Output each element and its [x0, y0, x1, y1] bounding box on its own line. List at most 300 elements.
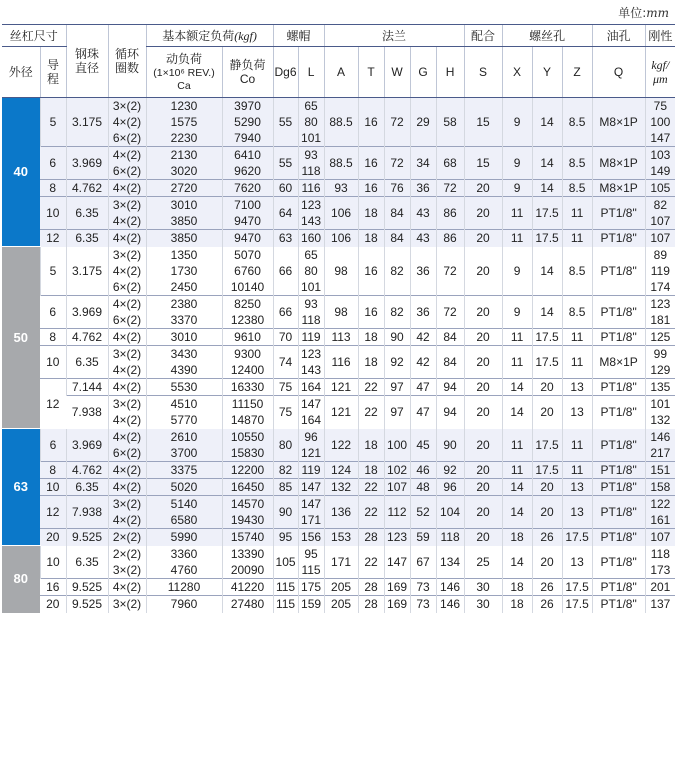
- header-screw-size: 丝杠尺寸: [2, 25, 66, 47]
- Z-cell: 13: [562, 396, 592, 429]
- W-cell: 97: [384, 396, 410, 429]
- rigidity-cell: [645, 247, 675, 296]
- static-load-cell-line: 3970: [234, 99, 261, 113]
- ball-dia-cell: 3.175: [66, 247, 108, 296]
- circuits-cell: [108, 230, 146, 247]
- ball-dia-cell: 3.969: [66, 429, 108, 462]
- header-circuits: 循环 圈数: [108, 25, 146, 98]
- H-cell: 68: [436, 147, 464, 180]
- lead-cell: 16: [40, 579, 66, 596]
- S-cell: 20: [464, 230, 502, 247]
- circuits-cell: [108, 247, 146, 296]
- G-cell: 36: [410, 180, 436, 197]
- dg6-cell: 85: [273, 479, 298, 496]
- lead-cell: 12: [40, 230, 66, 247]
- dynamic-load-cell-line: 6580: [170, 513, 198, 527]
- ball-dia-cell: 4.762: [66, 180, 108, 197]
- A-cell: 121: [324, 396, 358, 429]
- G-cell: 29: [410, 98, 436, 147]
- header-lead: 导 程: [40, 47, 66, 98]
- dynamic-load-cell: [146, 379, 222, 396]
- L-cell-line: 164: [301, 413, 322, 428]
- dynamic-load-cell-line: 1350: [170, 247, 198, 262]
- lead-cell: 5: [40, 247, 66, 296]
- rigidity-cell: [645, 98, 675, 147]
- A-cell: 205: [324, 596, 358, 613]
- circuits-cell-line: 6×(2): [112, 279, 142, 294]
- S-cell: 20: [464, 180, 502, 197]
- Y-cell: 17.5: [532, 197, 562, 230]
- A-cell: 153: [324, 529, 358, 546]
- rigidity-cell-line: 119: [650, 263, 670, 278]
- G-cell: 43: [410, 197, 436, 230]
- T-cell: 18: [358, 329, 384, 346]
- A-cell: 132: [324, 479, 358, 496]
- rigidity-cell-line: 217: [650, 445, 671, 460]
- dynamic-load-cell: [146, 596, 222, 613]
- L-cell: [298, 230, 324, 247]
- static-load-cell-line: 20090: [230, 562, 265, 577]
- S-cell: 20: [464, 379, 502, 396]
- G-cell: 52: [410, 496, 436, 529]
- circuits-cell-line: 4×(2): [112, 429, 142, 444]
- lead-cell: 6: [40, 147, 66, 180]
- L-cell-line: 119: [301, 463, 321, 477]
- dynamic-load-cell-line: 5530: [170, 380, 198, 394]
- L-cell-line: 118: [301, 164, 321, 178]
- L-cell-line: 160: [301, 231, 322, 246]
- G-cell: 43: [410, 230, 436, 247]
- lead-cell: 10: [40, 546, 66, 579]
- circuits-cell-line: 3×(2): [112, 99, 142, 113]
- Y-cell: 20: [532, 546, 562, 579]
- dynamic-load-cell-line: 4510: [170, 397, 198, 412]
- X-cell: 9: [502, 296, 532, 329]
- circuits-cell-line: 4×(2): [112, 231, 142, 246]
- L-cell: [298, 379, 324, 396]
- circuits-cell-line: 4×(2): [112, 214, 142, 228]
- rigidity-cell-line: 100: [650, 115, 671, 129]
- A-cell: 136: [324, 496, 358, 529]
- X-cell: 14: [502, 546, 532, 579]
- X-cell: 11: [502, 230, 532, 247]
- dg6-cell: 75: [273, 379, 298, 396]
- Q-cell: PT1/8": [592, 247, 645, 296]
- dg6-cell: 90: [273, 496, 298, 529]
- table-row: [2, 346, 675, 379]
- dg6-cell: 105: [273, 546, 298, 579]
- T-cell: 22: [358, 546, 384, 579]
- static-load-cell-line: 5290: [234, 115, 261, 129]
- header-static-load: 静负荷 Co: [222, 47, 273, 98]
- header-dg6: Dg6: [273, 47, 298, 98]
- rigidity-cell-line: 123: [650, 297, 671, 311]
- Z-cell: 13: [562, 479, 592, 496]
- H-cell: 72: [436, 247, 464, 296]
- dynamic-load-cell-line: 5020: [170, 480, 198, 494]
- rigidity-cell-line: 125: [650, 330, 671, 344]
- Y-cell: 17.5: [532, 462, 562, 479]
- dynamic-load-cell: [146, 496, 222, 529]
- circuits-cell-line: 2×(2): [112, 530, 142, 545]
- ball-dia-cell: 9.525: [66, 579, 108, 596]
- ball-dia-cell: 4.762: [66, 329, 108, 346]
- L-cell-line: 65: [304, 247, 318, 262]
- L-cell-line: 96: [304, 429, 318, 444]
- W-cell: 147: [384, 546, 410, 579]
- Z-cell: 8.5: [562, 296, 592, 329]
- A-cell: 121: [324, 379, 358, 396]
- circuits-cell: [108, 529, 146, 546]
- Z-cell: 11: [562, 230, 592, 247]
- static-load-cell-line: 19430: [230, 513, 265, 527]
- Q-cell: PT1/8": [592, 579, 645, 596]
- ball-dia-cell: 3.175: [66, 98, 108, 147]
- static-load-cell-line: 12400: [230, 363, 265, 377]
- header-A: A: [324, 47, 358, 98]
- dynamic-load-cell-line: 1230: [170, 99, 198, 113]
- H-cell: 84: [436, 346, 464, 379]
- header-ball-dia: 钢珠 直径: [66, 25, 108, 98]
- rigidity-cell-line: 75: [653, 99, 668, 113]
- Z-cell: 11: [562, 197, 592, 230]
- table-row: [2, 596, 675, 613]
- Z-cell: 13: [562, 496, 592, 529]
- W-cell: 100: [384, 429, 410, 462]
- L-cell-line: 80: [304, 263, 318, 278]
- Z-cell: 11: [562, 462, 592, 479]
- circuits-cell-line: 3×(2): [112, 497, 142, 511]
- T-cell: 18: [358, 230, 384, 247]
- header-oil-hole: 油孔: [592, 25, 645, 47]
- circuits-cell: [108, 579, 146, 596]
- Y-cell: 20: [532, 479, 562, 496]
- L-cell: [298, 479, 324, 496]
- Z-cell: 11: [562, 429, 592, 462]
- table-row: [2, 396, 675, 429]
- W-cell: 112: [384, 496, 410, 529]
- header-T: T: [358, 47, 384, 98]
- rigidity-cell-line: 146: [650, 429, 671, 444]
- circuits-cell-line: 3×(2): [112, 347, 142, 361]
- L-cell-line: 93: [304, 148, 318, 162]
- W-cell: 90: [384, 329, 410, 346]
- table-row: [2, 379, 675, 396]
- dynamic-load-cell-line: 2230: [170, 131, 198, 145]
- dynamic-load-cell: [146, 462, 222, 479]
- dynamic-load-cell: [146, 396, 222, 429]
- static-load-cell-line: 9470: [234, 231, 261, 246]
- Z-cell: 8.5: [562, 247, 592, 296]
- lead-cell: 6: [40, 429, 66, 462]
- header-Q: Q: [592, 47, 645, 98]
- circuits-cell-line: 6×(2): [112, 313, 142, 327]
- lead-cell: 20: [40, 529, 66, 546]
- static-load-cell: [222, 346, 273, 379]
- S-cell: 25: [464, 546, 502, 579]
- circuits-cell-line: 4×(2): [112, 363, 142, 377]
- lead-cell: 10: [40, 346, 66, 379]
- rigidity-cell-line: 122: [650, 497, 671, 511]
- static-load-cell-line: 8250: [234, 297, 261, 311]
- Y-cell: 26: [532, 596, 562, 613]
- L-cell-line: 101: [301, 279, 322, 294]
- A-cell: 98: [324, 296, 358, 329]
- L-cell-line: 147: [301, 497, 322, 511]
- circuits-cell-line: 2×(2): [112, 546, 142, 561]
- Y-cell: 14: [532, 247, 562, 296]
- Q-cell: PT1/8": [592, 496, 645, 529]
- S-cell: 30: [464, 579, 502, 596]
- rigidity-cell-line: 151: [650, 463, 671, 477]
- dynamic-load-cell-line: 3850: [170, 231, 198, 246]
- Z-cell: 17.5: [562, 579, 592, 596]
- circuits-cell-line: 4×(2): [112, 580, 142, 594]
- Q-cell: M8×1P: [592, 147, 645, 180]
- header-outer-dia: 外径: [2, 47, 40, 98]
- T-cell: 18: [358, 429, 384, 462]
- X-cell: 18: [502, 529, 532, 546]
- Z-cell: 13: [562, 546, 592, 579]
- dynamic-load-cell: [146, 346, 222, 379]
- header-W: W: [384, 47, 410, 98]
- W-cell: 123: [384, 529, 410, 546]
- circuits-cell: [108, 329, 146, 346]
- dg6-cell: 66: [273, 296, 298, 329]
- rigidity-cell-line: 137: [650, 597, 671, 612]
- G-cell: 67: [410, 546, 436, 579]
- ball-dia-cell: 9.525: [66, 596, 108, 613]
- L-cell: [298, 180, 324, 197]
- rigidity-cell-line: 173: [650, 562, 671, 577]
- static-load-cell: [222, 596, 273, 613]
- Y-cell: 14: [532, 98, 562, 147]
- circuits-cell-line: 3×(2): [112, 597, 142, 612]
- circuits-cell: [108, 98, 146, 147]
- S-cell: 20: [464, 247, 502, 296]
- static-load-cell: [222, 462, 273, 479]
- dynamic-load-cell-line: 3850: [170, 214, 198, 228]
- dynamic-load-cell: [146, 429, 222, 462]
- static-load-cell: [222, 329, 273, 346]
- Q-cell: PT1/8": [592, 479, 645, 496]
- header-G: G: [410, 47, 436, 98]
- T-cell: 18: [358, 346, 384, 379]
- static-load-cell: [222, 379, 273, 396]
- X-cell: 11: [502, 197, 532, 230]
- ball-dia-cell: 6.35: [66, 546, 108, 579]
- S-cell: 20: [464, 529, 502, 546]
- ball-dia-cell: 7.938: [66, 396, 108, 429]
- header-dynamic-load: 动负荷 (1×10⁶ REV.) Ca: [146, 47, 222, 98]
- X-cell: 14: [502, 496, 532, 529]
- dynamic-load-cell-line: 4760: [170, 562, 198, 577]
- W-cell: 92: [384, 346, 410, 379]
- T-cell: 28: [358, 579, 384, 596]
- T-cell: 18: [358, 197, 384, 230]
- L-cell-line: 121: [301, 445, 322, 460]
- Q-cell: PT1/8": [592, 396, 645, 429]
- Q-cell: PT1/8": [592, 529, 645, 546]
- rigidity-cell-line: 107: [650, 214, 671, 228]
- circuits-cell-line: 6×(2): [112, 445, 142, 460]
- static-load-cell: [222, 546, 273, 579]
- dynamic-load-cell: [146, 147, 222, 180]
- A-cell: 93: [324, 180, 358, 197]
- S-cell: 20: [464, 496, 502, 529]
- lead-cell: 8: [40, 462, 66, 479]
- ball-dia-cell: 9.525: [66, 529, 108, 546]
- dynamic-load-cell: [146, 197, 222, 230]
- Y-cell: 17.5: [532, 346, 562, 379]
- X-cell: 18: [502, 596, 532, 613]
- L-cell: [298, 296, 324, 329]
- rigidity-cell-line: 99: [653, 347, 668, 361]
- S-cell: 20: [464, 197, 502, 230]
- circuits-cell-line: 6×(2): [112, 131, 142, 145]
- static-load-cell: [222, 197, 273, 230]
- X-cell: 11: [502, 329, 532, 346]
- A-cell: 116: [324, 346, 358, 379]
- L-cell: [298, 496, 324, 529]
- header-fit: 配合: [464, 25, 502, 47]
- static-load-cell: [222, 147, 273, 180]
- W-cell: 72: [384, 147, 410, 180]
- circuits-cell-line: 4×(2): [112, 115, 142, 129]
- Q-cell: PT1/8": [592, 329, 645, 346]
- static-load-cell-line: 14570: [230, 497, 265, 511]
- rigidity-cell-line: 107: [650, 530, 671, 545]
- dynamic-load-cell: [146, 479, 222, 496]
- A-cell: 88.5: [324, 98, 358, 147]
- lead-cell: 10: [40, 197, 66, 230]
- circuits-cell-line: 4×(2): [112, 330, 142, 344]
- lead-cell: 10: [40, 479, 66, 496]
- table-row: [2, 462, 675, 479]
- table-row: [2, 329, 675, 346]
- T-cell: 16: [358, 247, 384, 296]
- S-cell: 20: [464, 462, 502, 479]
- T-cell: 22: [358, 396, 384, 429]
- L-cell-line: 116: [301, 181, 321, 195]
- header-H: H: [436, 47, 464, 98]
- A-cell: 106: [324, 230, 358, 247]
- W-cell: 82: [384, 296, 410, 329]
- H-cell: 118: [436, 529, 464, 546]
- static-load-cell-line: 16450: [230, 480, 265, 494]
- circuits-cell-line: 3×(2): [112, 247, 142, 262]
- rigidity-cell-line: 181: [650, 313, 671, 327]
- static-load-cell-line: 41220: [230, 580, 265, 594]
- L-cell: [298, 147, 324, 180]
- dynamic-load-cell: [146, 579, 222, 596]
- rigidity-cell-line: 82: [653, 198, 668, 212]
- circuits-cell-line: 4×(2): [112, 148, 142, 162]
- dynamic-load-cell-line: 3010: [170, 198, 198, 212]
- static-load-cell: [222, 98, 273, 147]
- H-cell: 146: [436, 596, 464, 613]
- rigidity-cell-line: 105: [650, 181, 671, 195]
- circuits-cell: [108, 462, 146, 479]
- dg6-cell: 74: [273, 346, 298, 379]
- rigidity-cell: [645, 180, 675, 197]
- A-cell: 106: [324, 197, 358, 230]
- W-cell: 102: [384, 462, 410, 479]
- T-cell: 22: [358, 379, 384, 396]
- Z-cell: 8.5: [562, 98, 592, 147]
- W-cell: 169: [384, 579, 410, 596]
- Y-cell: 26: [532, 529, 562, 546]
- rigidity-cell-line: 149: [650, 164, 671, 178]
- ball-dia-cell: 7.144: [66, 379, 108, 396]
- X-cell: 9: [502, 180, 532, 197]
- S-cell: 20: [464, 346, 502, 379]
- Y-cell: 17.5: [532, 230, 562, 247]
- G-cell: 45: [410, 429, 436, 462]
- rigidity-cell-line: 132: [650, 413, 671, 428]
- L-cell: [298, 396, 324, 429]
- unit-value: mm: [646, 6, 669, 20]
- rigidity-cell: [645, 197, 675, 230]
- S-cell: 15: [464, 147, 502, 180]
- dg6-cell: 63: [273, 230, 298, 247]
- L-cell: [298, 197, 324, 230]
- X-cell: 11: [502, 429, 532, 462]
- lead-cell: 8: [40, 329, 66, 346]
- circuits-cell-line: 4×(2): [112, 181, 142, 195]
- L-cell: [298, 579, 324, 596]
- T-cell: 28: [358, 529, 384, 546]
- X-cell: 14: [502, 379, 532, 396]
- T-cell: 16: [358, 296, 384, 329]
- dynamic-load-cell-line: 2720: [170, 181, 198, 195]
- header-Y: Y: [532, 47, 562, 98]
- G-cell: 36: [410, 296, 436, 329]
- static-load-cell: [222, 479, 273, 496]
- Q-cell: PT1/8": [592, 429, 645, 462]
- circuits-cell-line: 4×(2): [112, 480, 142, 494]
- rigidity-cell-line: 118: [650, 546, 670, 561]
- L-cell-line: 95: [304, 546, 318, 561]
- circuits-cell: [108, 197, 146, 230]
- unit-label: [618, 4, 669, 21]
- S-cell: 20: [464, 296, 502, 329]
- X-cell: 14: [502, 479, 532, 496]
- Y-cell: 17.5: [532, 429, 562, 462]
- static-load-cell: [222, 496, 273, 529]
- Q-cell: PT1/8": [592, 596, 645, 613]
- H-cell: 72: [436, 296, 464, 329]
- rigidity-cell-line: 201: [650, 580, 671, 594]
- static-load-cell-line: 10550: [230, 429, 265, 444]
- static-load-cell: [222, 529, 273, 546]
- T-cell: 16: [358, 98, 384, 147]
- L-cell-line: 65: [304, 99, 318, 113]
- static-load-cell-line: 9470: [234, 214, 261, 228]
- circuits-cell: [108, 429, 146, 462]
- ball-dia-cell: 6.35: [66, 479, 108, 496]
- dg6-cell: 60: [273, 180, 298, 197]
- rigidity-cell: [645, 596, 675, 613]
- dynamic-load-cell-line: 3020: [170, 164, 198, 178]
- dynamic-load-cell: [146, 529, 222, 546]
- table-row: [2, 479, 675, 496]
- X-cell: 18: [502, 579, 532, 596]
- Z-cell: 8.5: [562, 147, 592, 180]
- H-cell: 94: [436, 379, 464, 396]
- X-cell: 14: [502, 396, 532, 429]
- Y-cell: 14: [532, 296, 562, 329]
